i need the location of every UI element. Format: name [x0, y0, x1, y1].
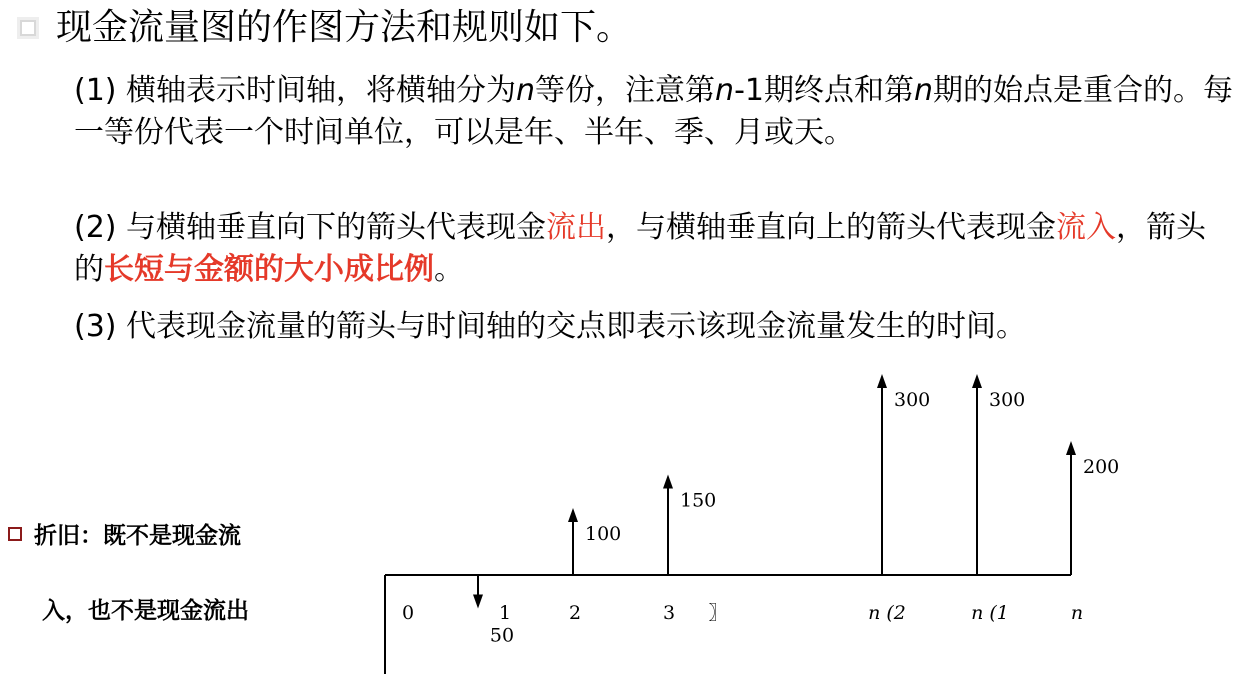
period-label: 〗: [708, 602, 728, 624]
cash-inflow-amount: 150: [680, 489, 717, 512]
arrow-head-down-icon: [473, 595, 483, 609]
rule-text-run: 流出: [546, 210, 607, 245]
rule-text-run: -1期终点和第: [734, 73, 914, 108]
period-label: 1: [498, 602, 512, 624]
rule-text-run: ，与横轴垂直向上的箭头代表现金: [606, 210, 1057, 245]
rule-text-run: 等份，注意第: [535, 73, 716, 108]
cash-outflow-amount: 50: [489, 624, 515, 647]
rule-text-run: 期的始点是重合的。每一等份代表一个时间单位，可以是年、半年、季、月或天。: [74, 73, 1233, 150]
rule-text-run: n: [913, 73, 933, 108]
rule-text-run: n: [516, 73, 536, 108]
rule-text-run: (3) 代表现金流量的箭头与时间轴的交点即表示该现金流量发生的时间。: [74, 309, 1027, 344]
arrow-head-up-icon: [568, 508, 578, 522]
cash-inflow-amount: 300: [989, 389, 1026, 411]
rule-text-run: ，箭头的: [74, 210, 1207, 287]
period-label: n (1: [971, 602, 1009, 624]
period-label: 2: [568, 602, 582, 624]
page-title: 现金流量图的作图方法和规则如下。: [56, 7, 633, 48]
rule-text-run: 。: [434, 252, 464, 287]
period-label: 0: [401, 602, 415, 624]
rule-text-run: (1) 横轴表示时间轴，将横轴分为: [74, 73, 517, 108]
arrow-head-up-icon: [972, 374, 982, 388]
rule-text-run: 流入: [1056, 210, 1117, 245]
period-label: n (2: [868, 602, 906, 624]
rule-text-run: n: [715, 73, 735, 108]
depreciation-note-line-2: 入，也不是现金流出: [42, 598, 249, 624]
arrow-head-up-icon: [663, 475, 673, 489]
period-label: n: [1070, 602, 1084, 624]
arrow-head-up-icon: [1066, 441, 1076, 455]
depreciation-note-text-1: 折旧：既不是现金流: [34, 523, 241, 549]
arrow-head-up-icon: [877, 374, 887, 388]
rule-text-run: 长短与金额的大小成比例: [104, 252, 434, 287]
period-label: 3: [662, 602, 676, 624]
cash-inflow-amount: 100: [585, 523, 622, 545]
cash-inflow-amount: 200: [1083, 456, 1120, 478]
rule-text-run: (2) 与横轴垂直向下的箭头代表现金: [74, 210, 547, 245]
cash-inflow-amount: 300: [894, 389, 931, 411]
